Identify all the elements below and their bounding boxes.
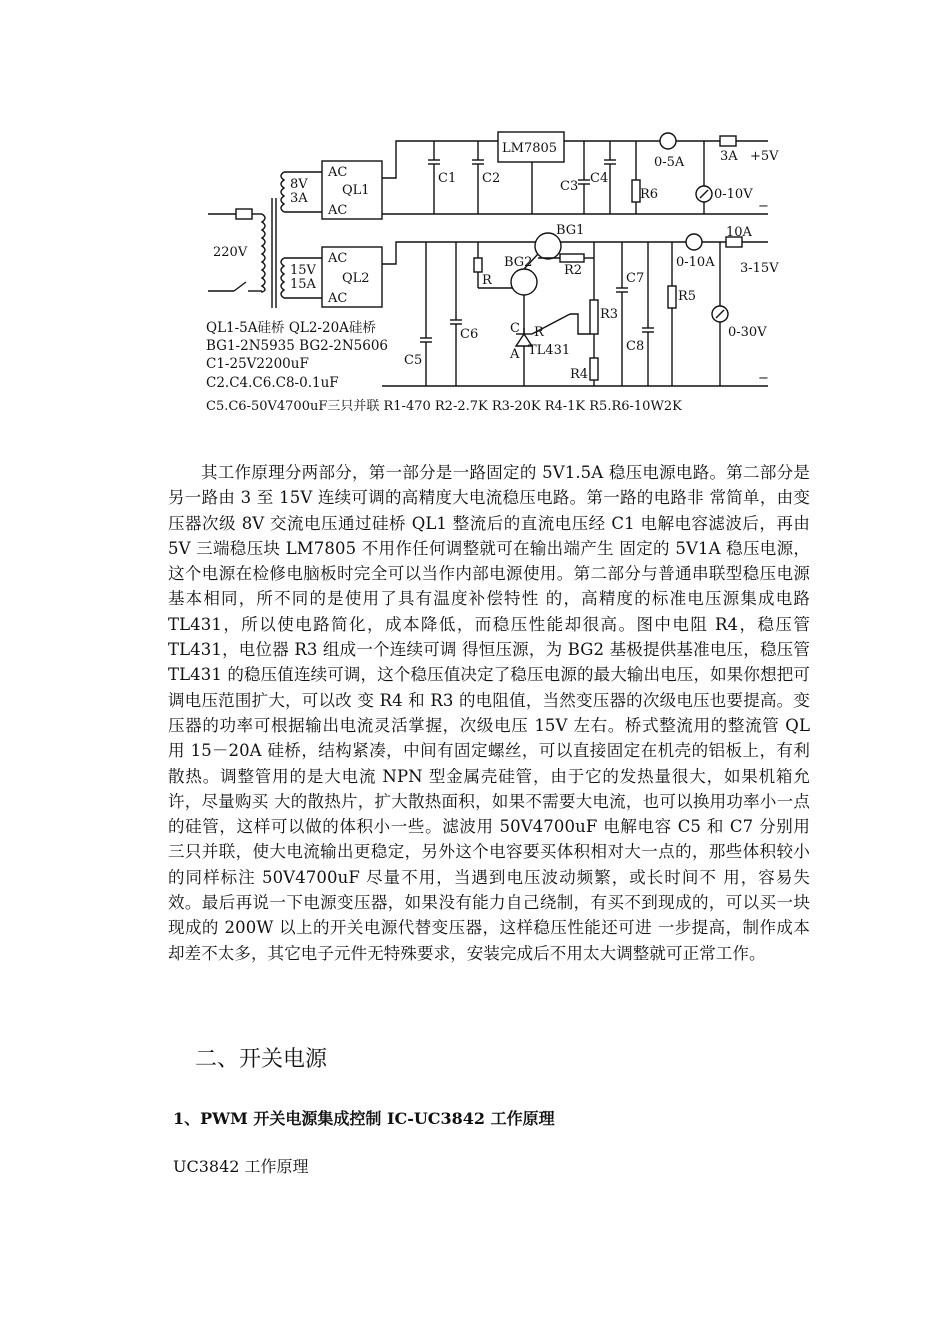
label-tl-k: C	[510, 321, 520, 336]
label-out-top: +5V	[750, 149, 779, 164]
bridge2-label: QL2	[342, 271, 370, 286]
bridge1-ac-bottom: AC	[328, 203, 348, 218]
label-15a: 15A	[290, 277, 316, 292]
bridge2-ac-bottom: AC	[328, 291, 348, 306]
label-minus-top: −	[758, 199, 769, 214]
label-c2: C2	[482, 171, 501, 186]
label-r6: R6	[640, 187, 659, 202]
label-c5: C5	[404, 353, 423, 368]
section-title: 二、开关电源	[195, 1047, 328, 1072]
regulator-label: LM7805	[502, 141, 558, 156]
bridge1-label: QL1	[342, 183, 370, 198]
label-c4: C4	[590, 171, 609, 186]
label-15v: 15V	[290, 263, 316, 278]
label-bg1: BG1	[556, 223, 585, 238]
label-c1: C1	[438, 171, 457, 186]
label-tl431: TL431	[528, 343, 571, 358]
circuit-diagram	[198, 128, 788, 428]
label-c8: C8	[626, 339, 645, 354]
label-c3: C3	[560, 179, 579, 194]
body-paragraph: 其工作原理分两部分，第一部分是一路固定的 5V1.5A 稳压电源电路。第二部分是另一路由 3 至 15V 连续可调的高精度大电流稳压电路。第一路的电路非 常简单，由变压器次级 8V 交流电压通过硅桥 QL1 整流后的直流电压经 C1 电解电容滤波后，再由 5V 三端稳压块 LM7805 不用作任何调整就可在输出端产生 固定的 5V1A 稳压电源，这个电源在检修电脑板时完全可以当作内部电源使用。第二部分与普通串联型稳压电源基本相同，所不同的是使用了具有温度补偿特性 的，高精度的标准电压源集成电路 TL431，所以使电路简化，成本降低，而稳压性能却很高。图中电阻 R4，稳压管 TL431，电位器 R3 组成一个连续可调 得恒压源，为 BG2 基极提供基准电压，稳压管 TL431 的稳压值连续可调，这个稳压值决定了稳压电源的最大输出电压，如果你想把可调电压范围扩大，可以改 变 R4 和 R3 的电阻值，当然变压器的次级电压也要提高。变压器的功率可根据输出电流灵活掌握，次级电压 15V 左右。桥式整流用的整流管 QL 用 15－20A 硅桥，结构紧凑，中间有固定螺丝，可以直接固定在机壳的铝板上，有利散热。调整管用的是大电流 NPN 型金属壳硅管，由于它的发热量很大，如果机箱允许，尽量购买 大的散热片，扩大散热面积，如果不需要大电流，也可以换用功率小一点的硅管，这样可以做的体积小一些。滤波用 50V4700uF 电解电容 C5 和 C7 分别用 三只并联，使大电流输出更稳定，另外这个电容要买体积相对大一点的，那些体积较小的同样标注 50V4700uF 尽量不用，当遇到电压波动频繁，或长时间不 用，容易失效。最后再说一下电源变压器，如果没有能力自己绕制，有买不到现成的，可以买一块现成的 200W 以上的开关电源代替变压器，这样稳压性能还可进 一步提高，制作成本却差不太多，其它电子元件无特殊要求，安装完成后不用太大调整就可正常工作。	[168, 463, 810, 963]
label-220v: 220V	[213, 245, 248, 260]
label-ammeter-bottom: 0-10A	[676, 255, 715, 270]
legend-line-1: QL1-5A硅桥 QL2-20A硅桥	[206, 320, 376, 336]
label-tl-r: R	[534, 325, 544, 340]
label-r1: R	[482, 273, 492, 288]
circuit-diagram-svg	[198, 128, 788, 428]
legend-line-5: C5.C6-50V4700uF三只并联 R1-470 R2-2.7K R3-20K R4-1K R5.R6-10W2K	[206, 399, 682, 414]
legend-line-4: C2.C4.C6.C8-0.1uF	[206, 375, 339, 391]
legend-line-3: C1-25V2200uF	[206, 356, 309, 372]
subsection-text: UC3842 工作原理	[173, 1157, 309, 1176]
label-c7: C7	[626, 271, 645, 286]
label-out-bottom: 3-15V	[740, 261, 779, 276]
bridge1-ac-top: AC	[328, 165, 348, 180]
label-r3: R3	[600, 307, 619, 322]
label-voltmeter-top: 0-10V	[714, 187, 753, 202]
subsection-title: 1、PWM 开关电源集成控制 IC-UC3842 工作原理	[173, 1109, 555, 1128]
label-bg2: BG2	[504, 255, 533, 270]
bridge2-ac-top: AC	[328, 251, 348, 266]
label-minus-bottom: −	[758, 371, 769, 386]
label-fuse-top: 3A	[720, 149, 738, 164]
label-voltmeter-bottom: 0-30V	[728, 325, 767, 340]
label-tl-a: A	[510, 347, 520, 362]
label-3a: 3A	[290, 191, 308, 206]
label-ammeter-top: 0-5A	[654, 155, 685, 170]
label-r2: R2	[564, 263, 583, 278]
legend-line-2: BG1-2N5935 BG2-2N5606	[206, 338, 389, 354]
label-c6: C6	[460, 327, 479, 342]
label-r5: R5	[678, 289, 697, 304]
label-fuse-bottom: 10A	[726, 225, 752, 240]
label-r4: R4	[570, 367, 589, 382]
label-8v: 8V	[290, 177, 308, 192]
